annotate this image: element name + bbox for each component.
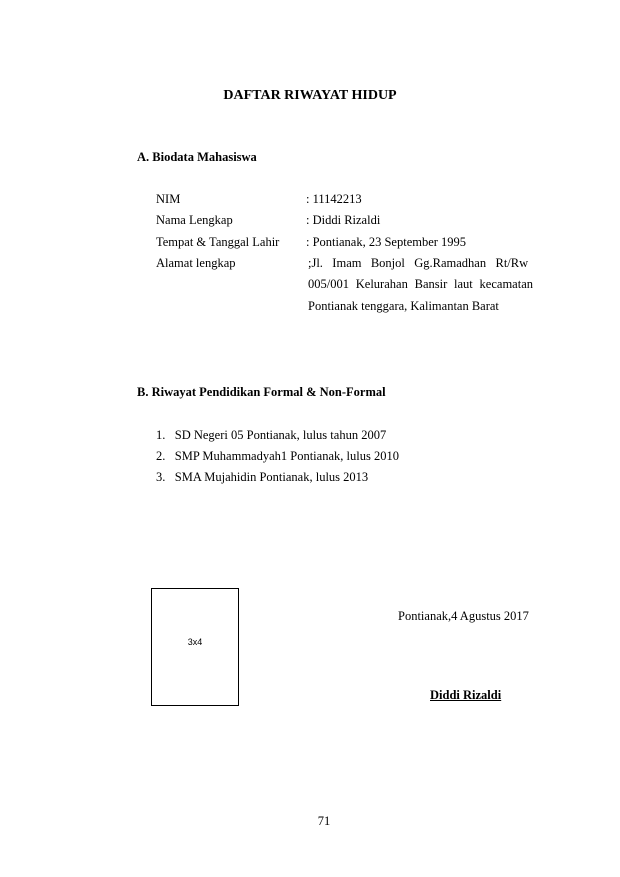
birth-value: : Pontianak, 23 September 1995 — [306, 235, 467, 249]
address-line-3: Pontianak tenggara, Kalimantan Barat — [308, 299, 499, 313]
photo-placeholder — [151, 588, 239, 706]
page-number: 71 — [317, 814, 331, 828]
place-date: Pontianak,4 Agustus 2017 — [398, 609, 529, 623]
section-b-heading: B. Riwayat Pendidikan Formal & Non-Formal — [137, 385, 386, 399]
document-title: DAFTAR RIWAYAT HIDUP — [223, 88, 397, 103]
name-label: Nama Lengkap — [156, 213, 233, 227]
nim-value: : 11142213 — [306, 192, 362, 206]
birth-label: Tempat & Tanggal Lahir — [156, 235, 280, 249]
signature-name: Diddi Rizaldi — [430, 688, 502, 702]
education-item: 1. SD Negeri 05 Pontianak, lulus tahun 2007 — [156, 428, 387, 442]
section-a-heading: A. Biodata Mahasiswa — [137, 150, 257, 164]
address-label: Alamat lengkap — [156, 256, 236, 270]
photo-size-label: 3x4 — [187, 637, 203, 647]
address-line-1: ;Jl. Imam Bonjol Gg.Ramadhan Rt/Rw — [308, 256, 529, 270]
address-line-2: 005/001 Kelurahan Bansir laut kecamatan — [308, 277, 533, 291]
education-item: 2. SMP Muhammadyah1 Pontianak, lulus 2010 — [156, 449, 399, 463]
nim-label: NIM — [156, 192, 181, 206]
name-value: : Diddi Rizaldi — [306, 213, 381, 227]
education-item: 3. SMA Mujahidin Pontianak, lulus 2013 — [156, 470, 369, 484]
